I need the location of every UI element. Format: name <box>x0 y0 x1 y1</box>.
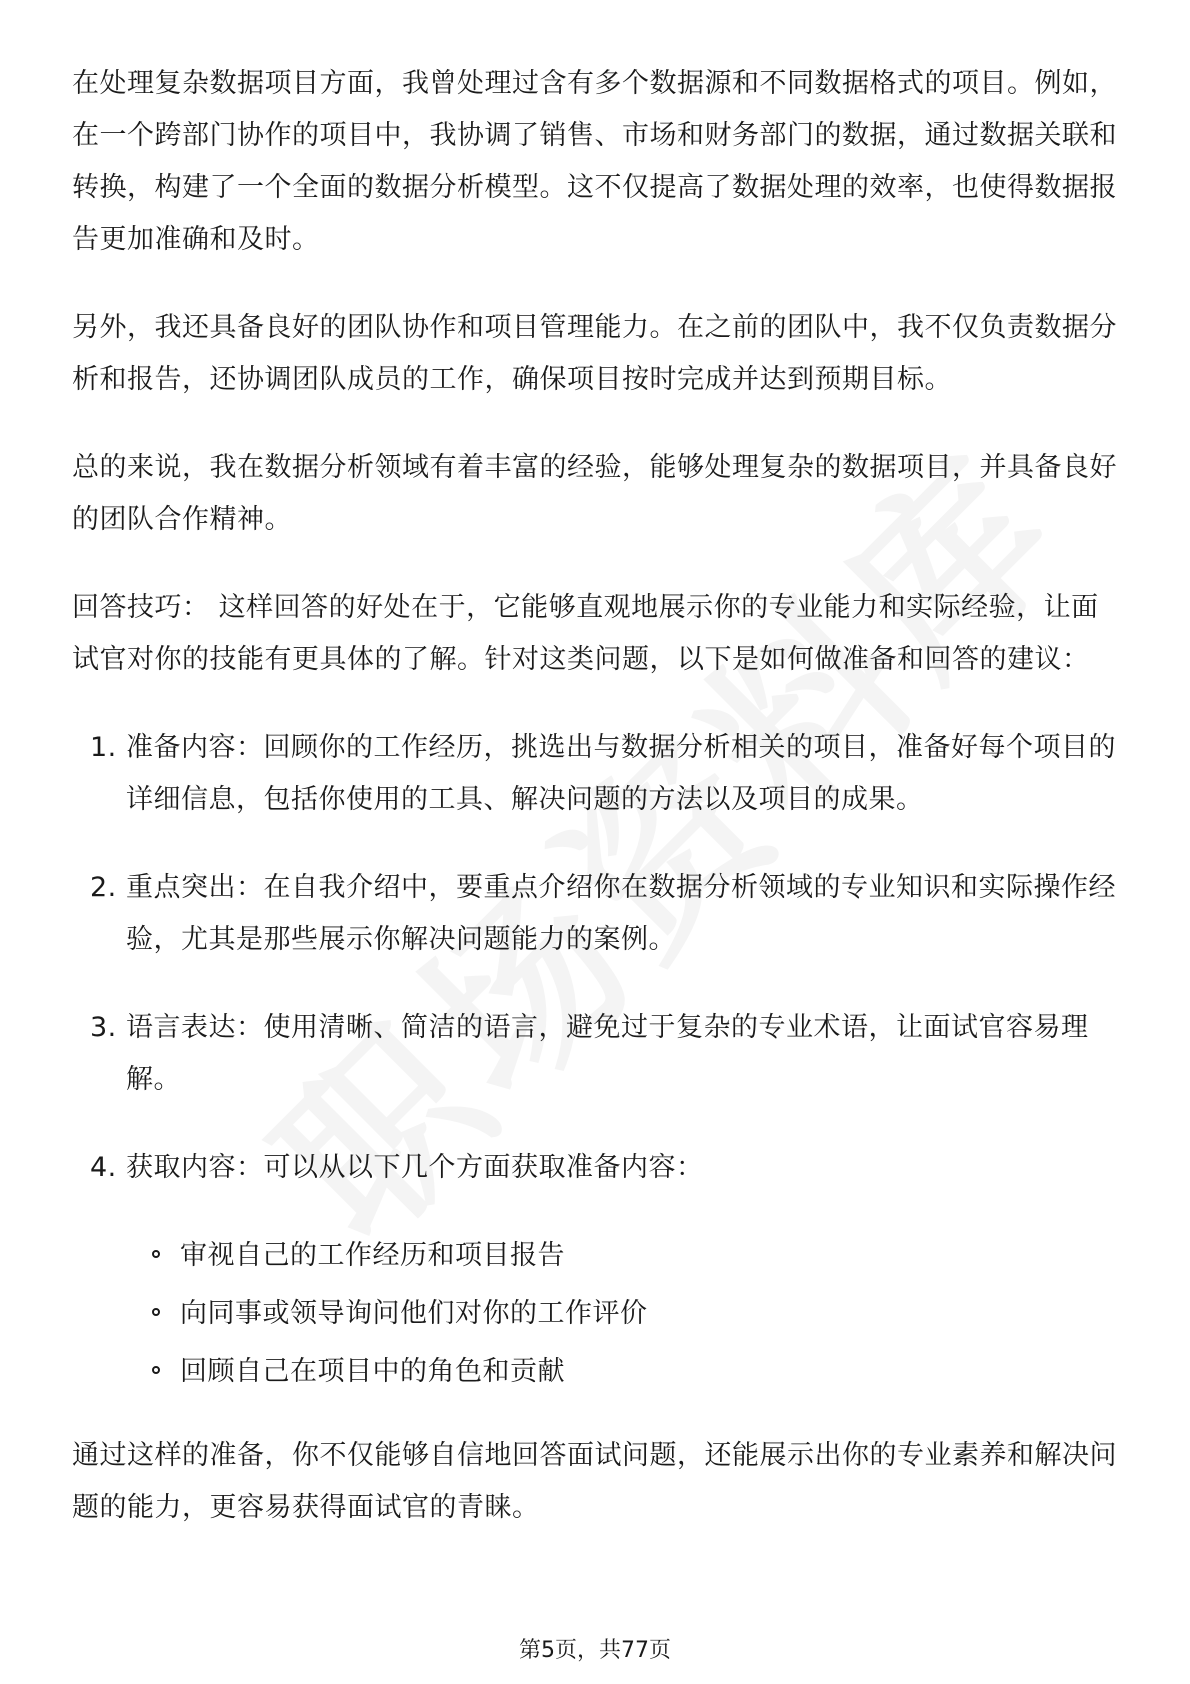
list-item-text: 准备内容：回顾你的工作经历，挑选出与数据分析相关的项目，准备好每个项目的详细信息，包括你使用的工具、解决问题的方法以及项目的成果。 <box>126 732 1116 815</box>
list-item <box>72 1002 1120 1106</box>
circle-bullet-icon <box>152 1250 160 1258</box>
list-item <box>72 862 1120 966</box>
bullet-list-item <box>72 1346 1120 1398</box>
list-item <box>72 722 1120 826</box>
list-item-text: 语言表达：使用清晰、简洁的语言，避免过于复杂的专业术语，让面试官容易理解。 <box>126 1012 1089 1095</box>
paragraph-complex-projects: 在处理复杂数据项目方面，我曾处理过含有多个数据源和不同数据格式的项目。例如，在一个跨部门协作的项目中，我协调了销售、市场和财务部门的数据，通过数据关联和转换，构建了一个全面的数据分析模型。这不仅提高了数据处理的效率，也使得数据报告更加准确和及时。 <box>72 68 1117 255</box>
numbered-list <box>72 722 1120 1194</box>
paragraph-summary: 总的来说，我在数据分析领域有着丰富的经验，能够处理复杂的数据项目，并具备良好的团队合作精神。 <box>72 452 1117 535</box>
paragraph-answer-tips: 回答技巧： 这样回答的好处在于，它能够直观地展示你的专业能力和实际经验，让面试官对你的技能有更具体的了解。针对这类问题，以下是如何做准备和回答的建议： <box>72 592 1099 675</box>
list-item <box>72 1142 1120 1194</box>
list-item-number: 4. <box>90 1152 117 1183</box>
circle-bullet-icon <box>152 1308 160 1316</box>
circle-bullet-icon <box>152 1366 160 1374</box>
page-content <box>72 58 1120 1570</box>
bullet-text: 向同事或领导询问他们对你的工作评价 <box>180 1298 648 1329</box>
list-item-text: 获取内容：可以从以下几个方面获取准备内容： <box>126 1152 704 1183</box>
list-item-text: 重点突出：在自我介绍中，要重点介绍你在数据分析领域的专业知识和实际操作经验，尤其是那些展示你解决问题能力的案例。 <box>126 872 1116 955</box>
list-item-number: 2. <box>90 872 117 903</box>
paragraph-conclusion: 通过这样的准备，你不仅能够自信地回答面试问题，还能展示出你的专业素养和解决问题的能力，更容易获得面试官的青睐。 <box>72 1440 1117 1523</box>
list-item-number: 3. <box>90 1012 117 1043</box>
bullet-list <box>72 1230 1120 1398</box>
list-item-number: 1. <box>90 732 117 763</box>
bullet-list-item <box>72 1230 1120 1282</box>
bullet-list-item <box>72 1288 1120 1340</box>
bullet-text: 回顾自己在项目中的角色和贡献 <box>180 1356 565 1387</box>
page-number: 第5页，共77页 <box>519 1638 671 1663</box>
bullet-text: 审视自己的工作经历和项目报告 <box>180 1240 565 1271</box>
paragraph-teamwork: 另外，我还具备良好的团队协作和项目管理能力。在之前的团队中，我不仅负责数据分析和报告，还协调团队成员的工作，确保项目按时完成并达到预期目标。 <box>72 312 1117 395</box>
